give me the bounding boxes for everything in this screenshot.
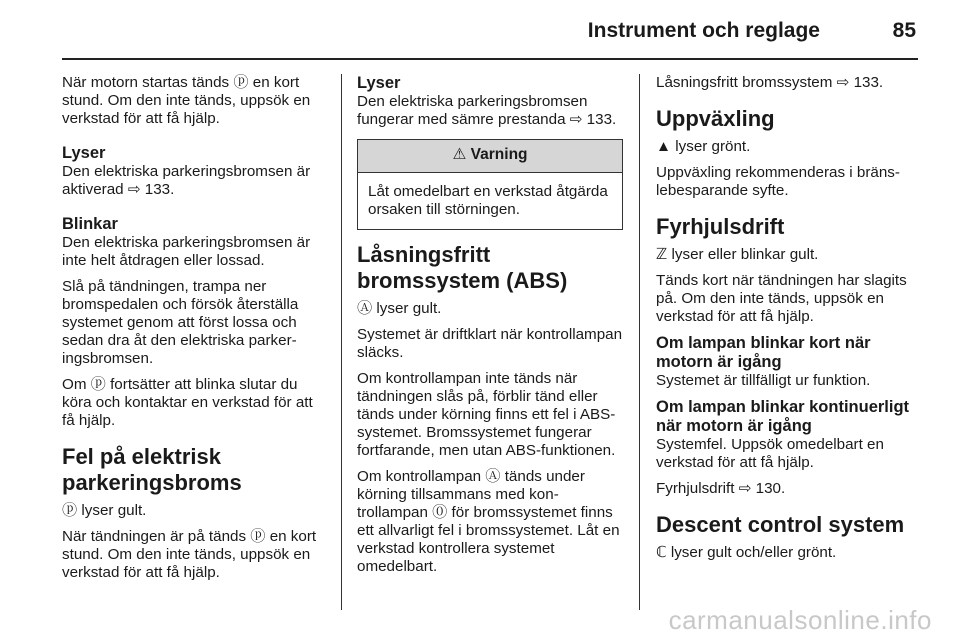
- paragraph: Systemet är driftklart när kontrollampan släcks.: [357, 326, 623, 361]
- paragraph: Systemet är tillfälligt ur funktion.: [656, 372, 871, 389]
- warning-title: ⚠ Varning: [358, 140, 622, 173]
- paragraph: ▲ lyser grönt.: [656, 138, 751, 155]
- heading-line: Fel på elektrisk: [62, 444, 221, 469]
- subheading-line: Om lampan blinkar kontinuerligt: [656, 398, 910, 416]
- paragraph: ℤ lyser eller blinkar gult.: [656, 246, 819, 263]
- header-title: Instrument och reglage: [587, 19, 820, 42]
- paragraph: Tänds kort när tändningen har slagits på. Om den inte tänds, uppsök en verkstad för att få hjälp.: [656, 272, 907, 325]
- paragraph: ℂ lyser gult och/eller grönt.: [656, 544, 837, 561]
- column-3: [656, 74, 920, 570]
- paragraph: Den elektriska parkeringsbromsen fungerar med sämre prestanda ⇨ 133.: [357, 93, 617, 128]
- warning-box: [357, 139, 623, 230]
- paragraph: Den elektriska parkeringsbromsen är aktiverad ⇨ 133.: [62, 163, 311, 198]
- subheading-lyser: Lyser: [62, 144, 106, 162]
- paragraph: Om kontrollampan inte tänds när tändningen slås på, förblir tänd eller tänds under körning finns ett fel i ABS-systemet. Bromssystemet fungerar fortfarande, men utan ABS-funktionen.: [357, 370, 616, 459]
- column-divider: [341, 74, 342, 610]
- paragraph: Låsningsfritt bromssystem ⇨ 133.: [656, 74, 884, 91]
- paragraph: Om ⓟ fortsätter att blinka slutar du köra och kontaktar en verkstad för att få hjälp.: [62, 376, 313, 429]
- heading-fyrhjulsdrift: Fyrhjulsdrift: [656, 214, 785, 239]
- heading-abs: Låsningsfritt bromssystem (ABS): [357, 242, 568, 293]
- paragraph: Slå på tändningen, trampa ner bromspedalen och försök återställa systemet genom att först lossa och sedan dra åt den elektriska parkeringsbromsen.: [62, 278, 299, 367]
- heading-line: parkeringsbroms: [62, 470, 242, 495]
- subheading-blinkar: Blinkar: [62, 215, 118, 233]
- paragraph: Systemfel. Uppsök omedelbart en verkstad för att få hjälp.: [656, 436, 884, 471]
- column-1: [62, 74, 326, 590]
- heading-fel-parkeringsbroms: [62, 444, 326, 496]
- subheading-lyser: Lyser: [357, 74, 401, 92]
- watermark: carmanualsonline.info: [668, 605, 932, 635]
- paragraph: Fyrhjulsdrift ⇨ 130.: [656, 480, 786, 497]
- column-2: [357, 74, 623, 584]
- paragraph: Den elektriska parkeringsbromsen är inte helt åtdragen eller lossad.: [62, 234, 311, 269]
- subheading-blinkar-kontinuerligt: [656, 398, 920, 436]
- subheading-line: motorn är igång: [656, 353, 782, 371]
- column-divider: [639, 74, 640, 610]
- header-rule: [62, 58, 918, 60]
- subheading-blinkar-kort: [656, 334, 920, 372]
- paragraph: När tändningen är på tänds ⓟ en kort stund. Om den inte tänds, uppsök en verkstad för att få hjälp.: [62, 528, 317, 581]
- paragraph: När motorn startas tänds ⓟ en kort stund. Om den inte tänds, uppsök en verkstad för att få hjälp.: [62, 74, 311, 127]
- paragraph: Uppväxling rekommenderas i bränslebesparande syfte.: [656, 164, 900, 199]
- subheading-line: Om lampan blinkar kort när: [656, 334, 871, 352]
- paragraph: Om kontrollampan Ⓐ tänds under körning tillsammans med kontrollampan ⓪ för bromssystemet finns ett allvarligt fel i bromssystemet. Låt en verkstad kontrollera systemet omedelbart.: [357, 468, 620, 575]
- heading-uppvaxling: Uppväxling: [656, 106, 775, 131]
- paragraph: Ⓐ lyser gult.: [357, 300, 442, 317]
- subheading-line: när motorn är igång: [656, 417, 812, 435]
- page-number: 85: [892, 19, 916, 42]
- warning-body: Låt omedelbart en verkstad åtgärda orsaken till störningen.: [368, 183, 608, 218]
- paragraph: ⓟ lyser gult.: [62, 502, 147, 519]
- heading-descent-control: Descent control system: [656, 512, 905, 537]
